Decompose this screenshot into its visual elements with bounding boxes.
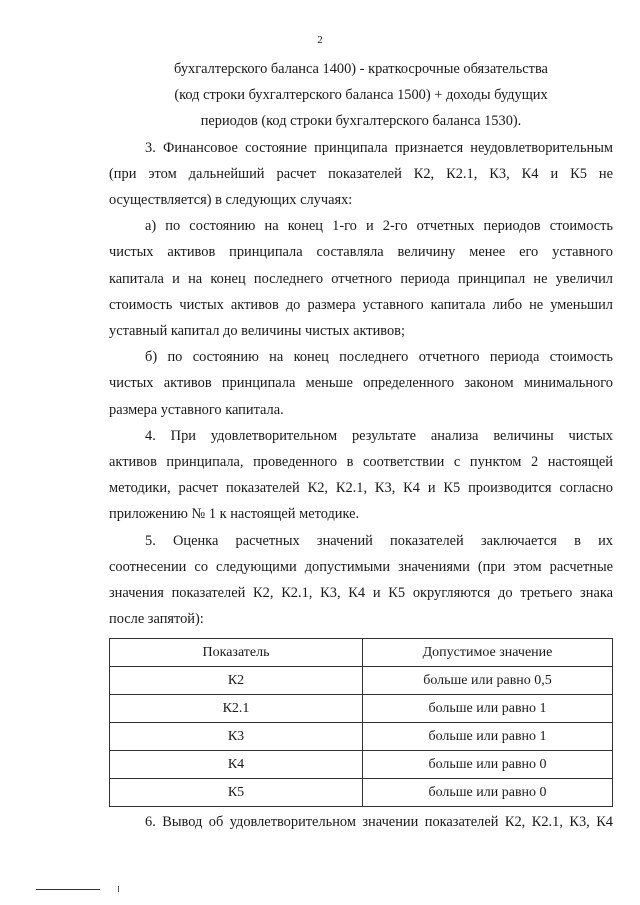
- text-line: 4. При удовлетворительном результате анализа величины чистых: [145, 427, 613, 444]
- table-header-cell: Показатель: [110, 639, 363, 667]
- footnote-separator: [36, 889, 100, 890]
- table-row: [110, 667, 613, 695]
- table-cell: больше или равно 1: [363, 723, 613, 751]
- scan-mark: [118, 886, 119, 892]
- table-cell: К5: [110, 779, 363, 807]
- indicators-table: [109, 638, 613, 807]
- text-line: приложению № 1 к настоящей методике.: [109, 506, 360, 523]
- paragraph-b: [109, 344, 613, 423]
- text-line: активов принципала, проведенного в соответствии с пунктом 2 настоящей: [109, 454, 613, 471]
- table-cell: больше или равно 0: [363, 779, 613, 807]
- text-line: 6. Вывод об удовлетворительном значении показателей К2, К2.1, К3, К4: [145, 814, 613, 831]
- text-line: осуществляется) в следующих случаях:: [109, 192, 353, 209]
- table-header-row: [110, 639, 613, 667]
- text-line: (при этом дальнейший расчет показателей К2, К2.1, К3, К4 и К5 не: [109, 165, 613, 182]
- text-line: методики, расчет показателей К2, К2.1, К3, К4 и К5 производится согласно: [109, 480, 613, 497]
- table-row: [110, 695, 613, 723]
- text-line: чистых активов принципала меньше определенного законом минимального: [109, 375, 613, 392]
- text-line: 3. Финансовое состояние принципала признается неудовлетворительным: [145, 139, 613, 156]
- text-line: а) по состоянию на конец 1-го и 2-го отчетных периодов стоимость: [145, 218, 613, 235]
- table-cell: К2: [110, 667, 363, 695]
- text-line: периодов (код строки бухгалтерского баланса 1530).: [200, 113, 522, 130]
- table-row: [110, 779, 613, 807]
- text-line: б) по состоянию на конец последнего отчетного периода стоимость: [145, 349, 613, 366]
- page-number: 2: [317, 34, 323, 46]
- text-line: значения показателей К2, К2.1, К3, К4 и К5 округляются до третьего знака: [109, 585, 613, 602]
- paragraph-3: [109, 135, 613, 214]
- paragraph-6: [109, 809, 613, 835]
- text-line: уставный капитал до величины чистых активов;: [109, 323, 405, 340]
- text-line: капитала и на конец последнего отчетного периода принципал не увеличил: [109, 270, 613, 287]
- table-row: [110, 723, 613, 751]
- table-cell: К4: [110, 751, 363, 779]
- table-cell: К3: [110, 723, 363, 751]
- text-line: после запятой):: [109, 611, 204, 628]
- table-cell: больше или равно 0,5: [363, 667, 613, 695]
- paragraph-5: [109, 528, 613, 633]
- table-row: [110, 751, 613, 779]
- table-cell: больше или равно 0: [363, 751, 613, 779]
- text-line: чистых активов принципала составляла величину менее его уставного: [109, 244, 613, 261]
- document-body: [109, 56, 613, 836]
- text-line: (код строки бухгалтерского баланса 1500) + доходы будущих: [174, 87, 548, 104]
- table-cell: К2.1: [110, 695, 363, 723]
- paragraph-a: [109, 213, 613, 344]
- text-line: размера уставного капитала.: [109, 401, 284, 418]
- text-line: бухгалтерского баланса 1400) - краткосрочные обязательства: [174, 61, 548, 77]
- table-cell: больше или равно 1: [363, 695, 613, 723]
- text-line: соотнесении со следующими допустимыми значениями (при этом расчетные: [109, 558, 613, 575]
- table-header-cell: Допустимое значение: [363, 639, 613, 667]
- paragraph-4: [109, 423, 613, 528]
- text-line: 5. Оценка расчетных значений показателей заключается в их: [145, 532, 613, 549]
- text-line: стоимость чистых активов до размера уставного капитала либо не уменьшил: [109, 296, 613, 313]
